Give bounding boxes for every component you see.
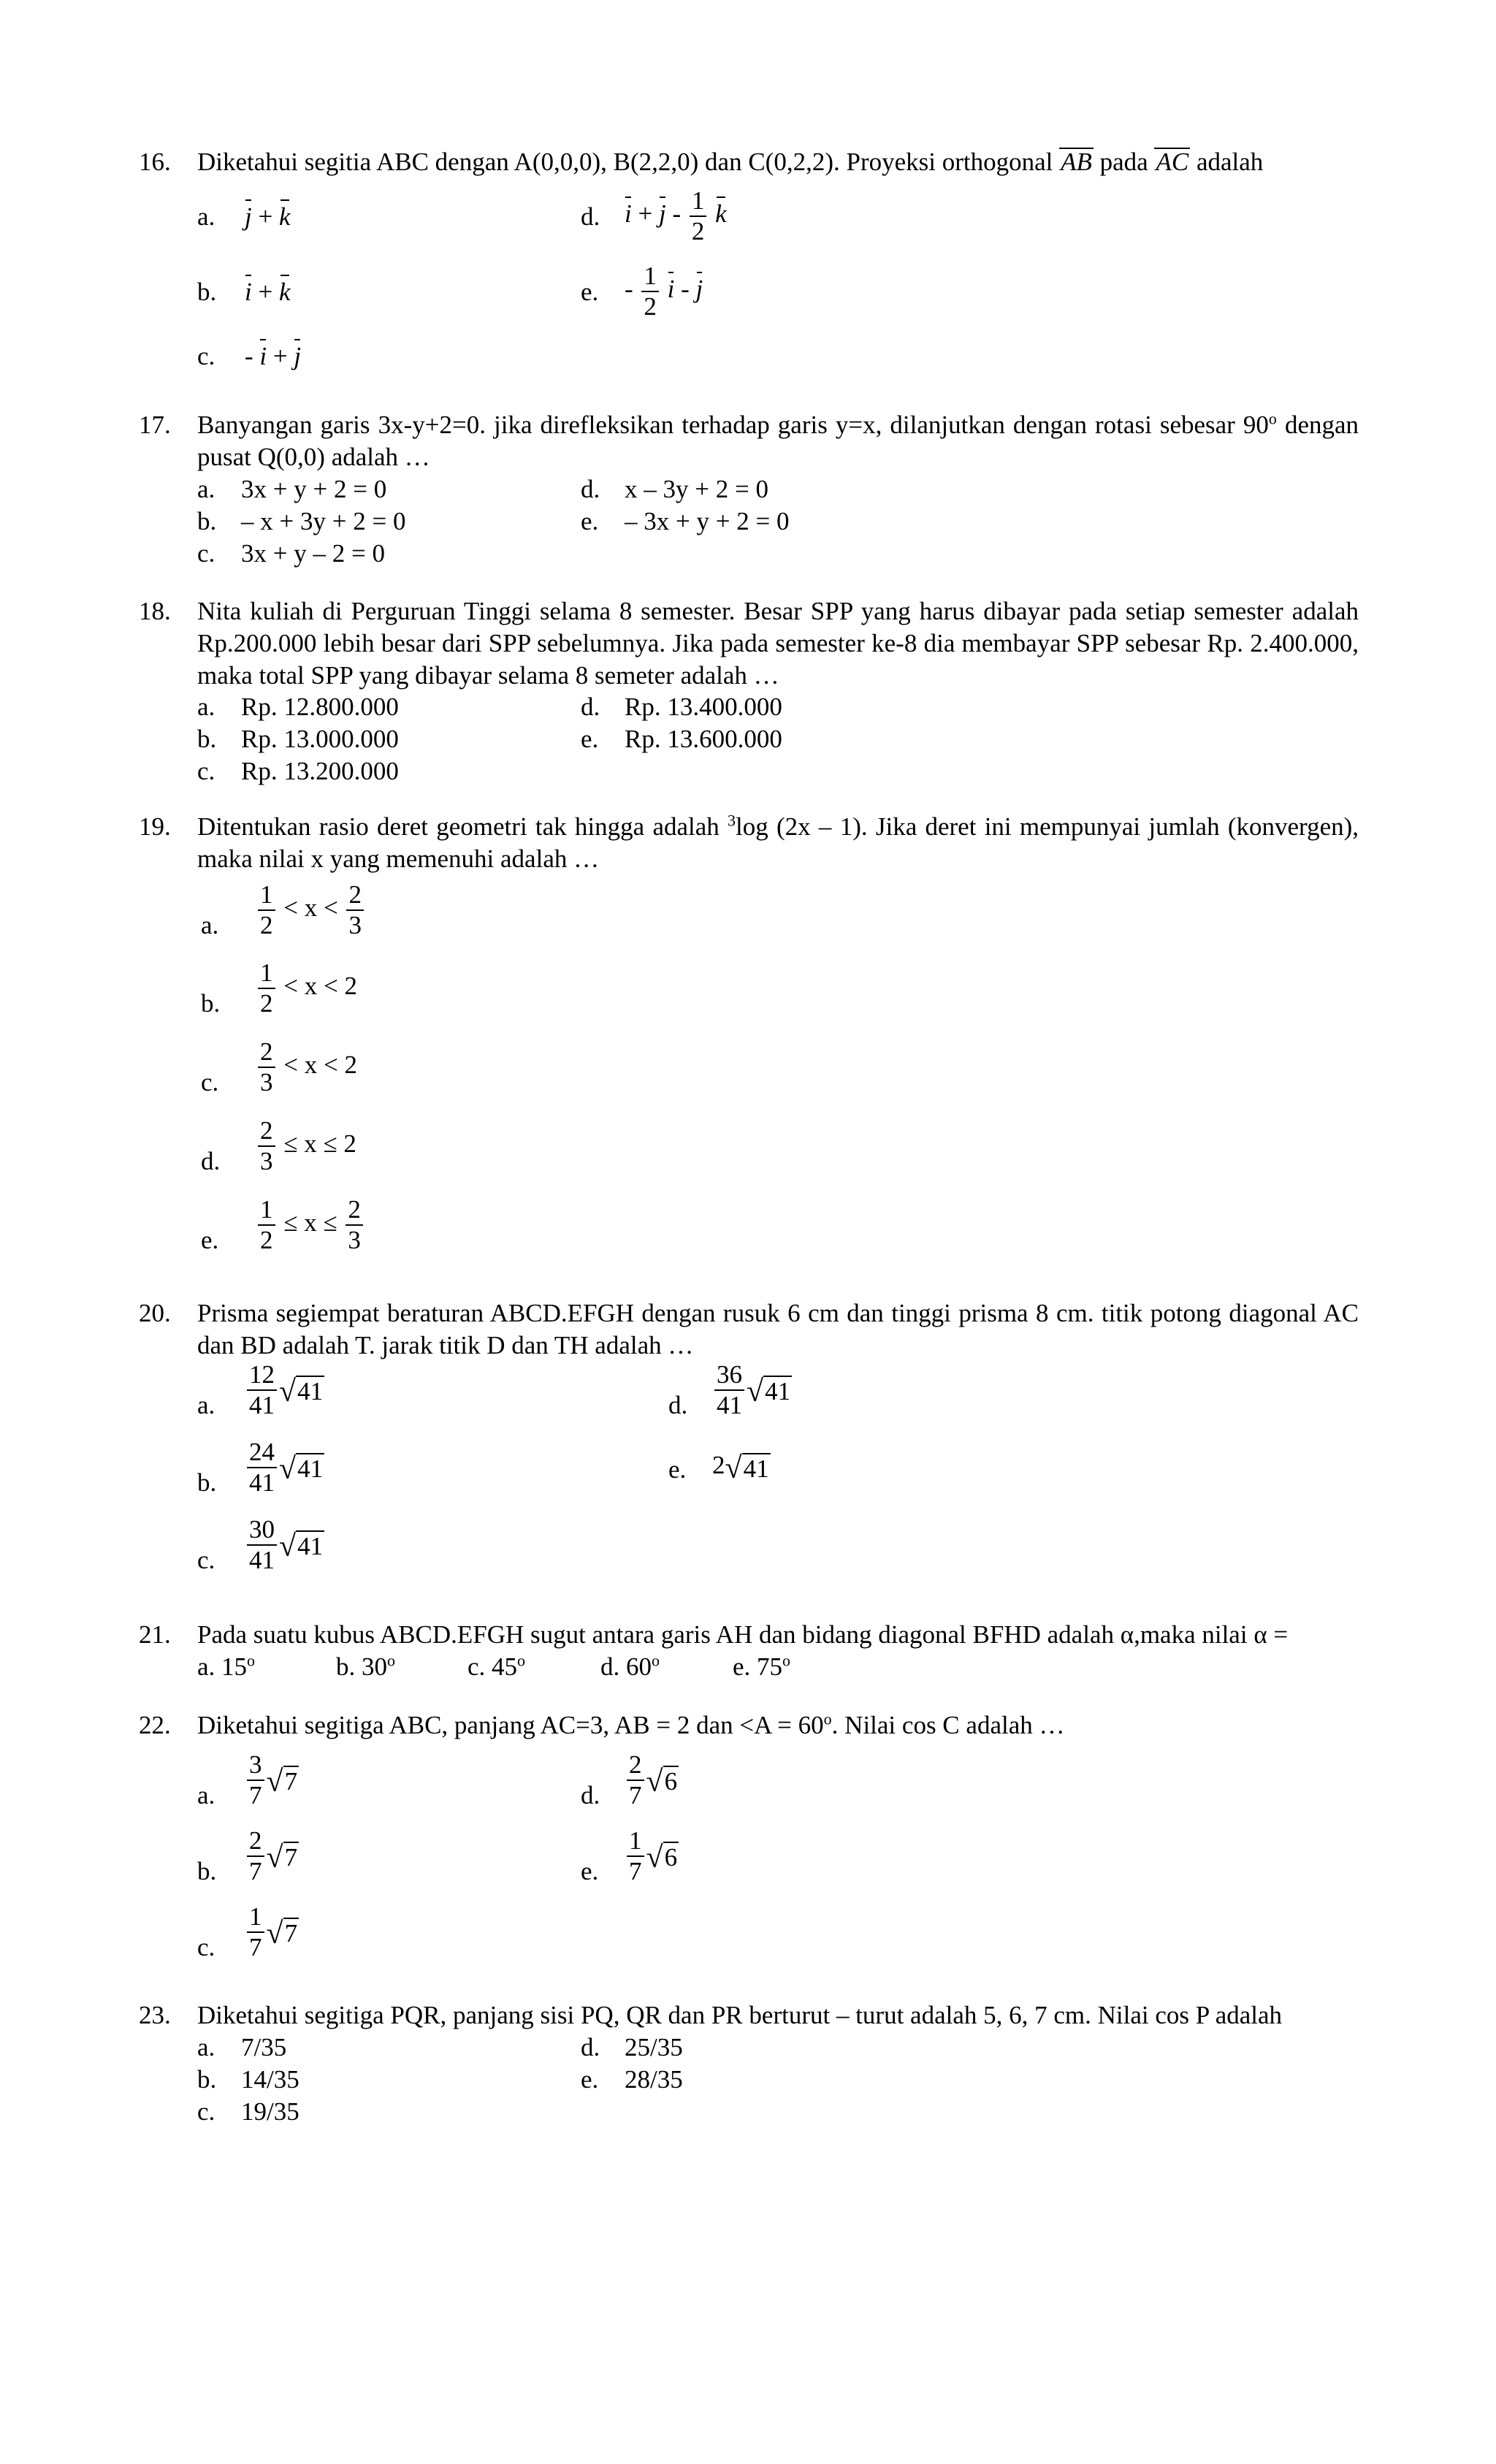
question-number: 17. bbox=[139, 411, 171, 439]
square-root: √41 bbox=[279, 1452, 324, 1486]
fraction: $\frac{3}{7}$ bbox=[247, 1750, 264, 1810]
fraction: $\frac{2}{3}$ bbox=[346, 1195, 363, 1255]
square-root: √6 bbox=[646, 1764, 678, 1799]
question-number: 23. bbox=[139, 2001, 171, 2029]
square-root: √7 bbox=[266, 1840, 298, 1874]
q21-option-a[interactable]: a. 15$^o$ bbox=[197, 1651, 256, 1681]
q21-option-c[interactable]: c. 45$^o$ bbox=[468, 1651, 526, 1681]
square-root: √41 bbox=[725, 1452, 769, 1486]
question-number: 19. bbox=[139, 812, 171, 841]
q21-option-e[interactable]: e. 75$^o$ bbox=[733, 1651, 791, 1681]
square-root: √41 bbox=[279, 1529, 324, 1563]
question-number: 21. bbox=[139, 1620, 171, 1649]
fraction: $\frac{2}{3}$ bbox=[258, 1037, 275, 1097]
fraction: $\frac{1}{2}$ bbox=[258, 1195, 275, 1255]
fraction: $\frac{1}{2}$ bbox=[641, 262, 659, 321]
question-number: 18. bbox=[139, 597, 171, 625]
fraction: $\frac{12}{41}$ bbox=[247, 1360, 277, 1420]
fraction: $\frac{24}{41}$ bbox=[247, 1438, 277, 1498]
question-text: Diketahui segitia ABC dengan A(0,0,0), B(2,2,0) dan C(0,2,2). Proyeksi orthogonal AB pada AC adalah bbox=[197, 148, 1264, 176]
fraction: $\frac{1}{2}$ bbox=[690, 186, 707, 246]
fraction: $\frac{1}{2}$ bbox=[258, 880, 275, 940]
question-number: 16. bbox=[139, 148, 171, 176]
question-text: Banyangan garis 3x-y+2=0. jika direfleksikan terhadap garis y=x, dilanjutkan dengan rotasi sebesar 90$^o$ dengan pusat Q(0,0) adalah … bbox=[197, 409, 1359, 471]
question-text: Ditentukan rasio deret geometri tak hingga adalah $^3$log (2x – 1). Jika deret ini mempunyai jumlah (konvergen), maka nilai x yang memenuhi adalah … bbox=[197, 811, 1359, 873]
question-text: Nita kuliah di Perguruan Tinggi selama 8 semester. Besar SPP yang harus dibayar pada setiap semester adalah Rp.200.000 lebih besar dari SPP sebelumnya. Jika pada semester ke-8 dia membayar SPP sebesar Rp. 2.400.000, maka total SPP yang dibayar selama 8 semeter adalah … bbox=[197, 597, 1359, 690]
q21-option-b[interactable]: b. 30$^o$ bbox=[336, 1651, 395, 1681]
fraction: $\frac{2}{7}$ bbox=[627, 1750, 644, 1810]
question-text: Diketahui segitiga PQR, panjang sisi PQ, QR dan PR berturut – turut adalah 5, 6, 7 cm. Nilai cos P adalah bbox=[197, 2001, 1283, 2029]
fraction: $\frac{36}{41}$ bbox=[714, 1360, 744, 1420]
fraction: $\frac{1}{7}$ bbox=[627, 1826, 644, 1886]
question-text: Pada suatu kubus ABCD.EFGH sugut antara garis AH dan bidang diagonal BFHD adalah α,maka nilai α = bbox=[197, 1620, 1289, 1649]
square-root: √7 bbox=[266, 1764, 298, 1799]
question-number: 20. bbox=[139, 1299, 171, 1327]
fraction: $\frac{2}{7}$ bbox=[247, 1826, 264, 1886]
square-root: √41 bbox=[747, 1374, 791, 1408]
square-root: √41 bbox=[279, 1374, 324, 1408]
square-root: √7 bbox=[266, 1916, 298, 1950]
question-text: Prisma segiempat beraturan ABCD.EFGH dengan rusuk 6 cm dan tinggi prisma 8 cm. titik potong diagonal AC dan BD adalah T. jarak titik D dan TH adalah … bbox=[197, 1299, 1359, 1359]
exam-page: 16. Diketahui segitia ABC dengan A(0,0,0), B(2,2,0) dan C(0,2,2). Proyeksi orthogonal AB pada AC adalah a. j + k d. i + j - $\frac{1}{2}$ k b. i + k e. - $\frac{1}{2}$ i - j c. - i + j 17. Banyangan garis 3x-y+2=0. jika direfleksikan terhadap garis y=x, dilanjutkan dengan rotasi sebesar 90$^o$ dengan pusat Q(0,0) adalah … a. 3x + y + 2 = 0 b. – x + 3y + 2 = 0 c. 3x + y – 2 = 0 d. x – 3y + 2 = 0 e. – 3x + y + 2 = 0 18. Nita kuliah di Perguruan Tinggi selama 8 semester. Besar SPP yang harus dibayar pada setiap semester adalah Rp.200.000 lebih besar dari SPP sebelumnya. Jika pada semester ke-8 dia membayar SPP sebesar Rp. 2.400.000, maka total SPP yang dibayar selama 8 semeter adalah … a. Rp. 12.800.000 b. Rp. 13.000.000 c. Rp. 13.200.000 d. Rp. 13.400.000 e. Rp. 13.600.000 19. Ditentukan rasio deret geometri tak hingga adalah $^3$log (2x – 1). Jika deret ini mempunyai jumlah (konvergen), maka nilai x yang memenuhi adalah … a. $\frac{1}{2}$ < x < $\frac{2}{3}$ b. $\frac{1}{2}$ < x < 2 c. $\frac{2}{3}$ < x < 2 d. $\frac{2}{3}$ ≤ x ≤ 2 e. $\frac{1}{2}$ ≤ x ≤ $\frac{2}{3}$ 20. Prisma segiempat beraturan ABCD.EFGH dengan rusuk 6 cm dan tinggi prisma 8 cm. titik potong diagonal AC dan BD adalah T. jarak titik D dan TH adalah … a. $\frac{12}{41}$ √41 b. $\frac{24}{41}$ √41 c. $\frac{30}{41}$ √41 d. $\frac{36}{41}$ √41 e. 2√41 21. Pada suatu kubus ABCD.EFGH sugut antara garis AH dan bidang diagonal BFHD adalah α,maka nilai α = a. 15$^o$ b. 30$^o$ c. 45$^o$ d. 60$^o$ e. 75$^o$ 22. Diketahui segitiga ABC, panjang AC=3, AB = 2 dan $<A = 60^o$. Nilai cos C adalah … a. $\frac{3}{7}$ √7 b. $\frac{2}{7}$ √7 c. $\frac{1}{7}$ √7 d. $\frac{2}{7}$ √6 e. $\frac{1}{7}$ √6 23. Diketahui segitiga PQR, panjang sisi PQ, QR dan PR berturut – turut adalah 5, 6, 7 cm. Nilai cos P adalah a. 7/35 b. 14/35 c. 19/35 d. 25/35 e. 28/35 bbox=[139, 148, 1359, 2126]
fraction: $\frac{30}{41}$ bbox=[247, 1515, 277, 1575]
q21-option-d[interactable]: d. 60$^o$ bbox=[600, 1651, 660, 1681]
vector-ac: AC bbox=[1156, 148, 1189, 176]
fraction: $\frac{1}{2}$ bbox=[258, 958, 275, 1018]
vector-ab: AB bbox=[1061, 148, 1092, 176]
fraction: $\frac{2}{3}$ bbox=[346, 880, 364, 940]
question-text: Diketahui segitiga ABC, panjang AC=3, AB = 2 dan $<A = 60^o$. Nilai cos C adalah … bbox=[197, 1709, 1065, 1739]
question-number: 22. bbox=[139, 1711, 171, 1739]
square-root: √6 bbox=[646, 1840, 678, 1874]
fraction: $\frac{2}{3}$ bbox=[258, 1116, 275, 1176]
fraction: $\frac{1}{7}$ bbox=[247, 1902, 264, 1962]
